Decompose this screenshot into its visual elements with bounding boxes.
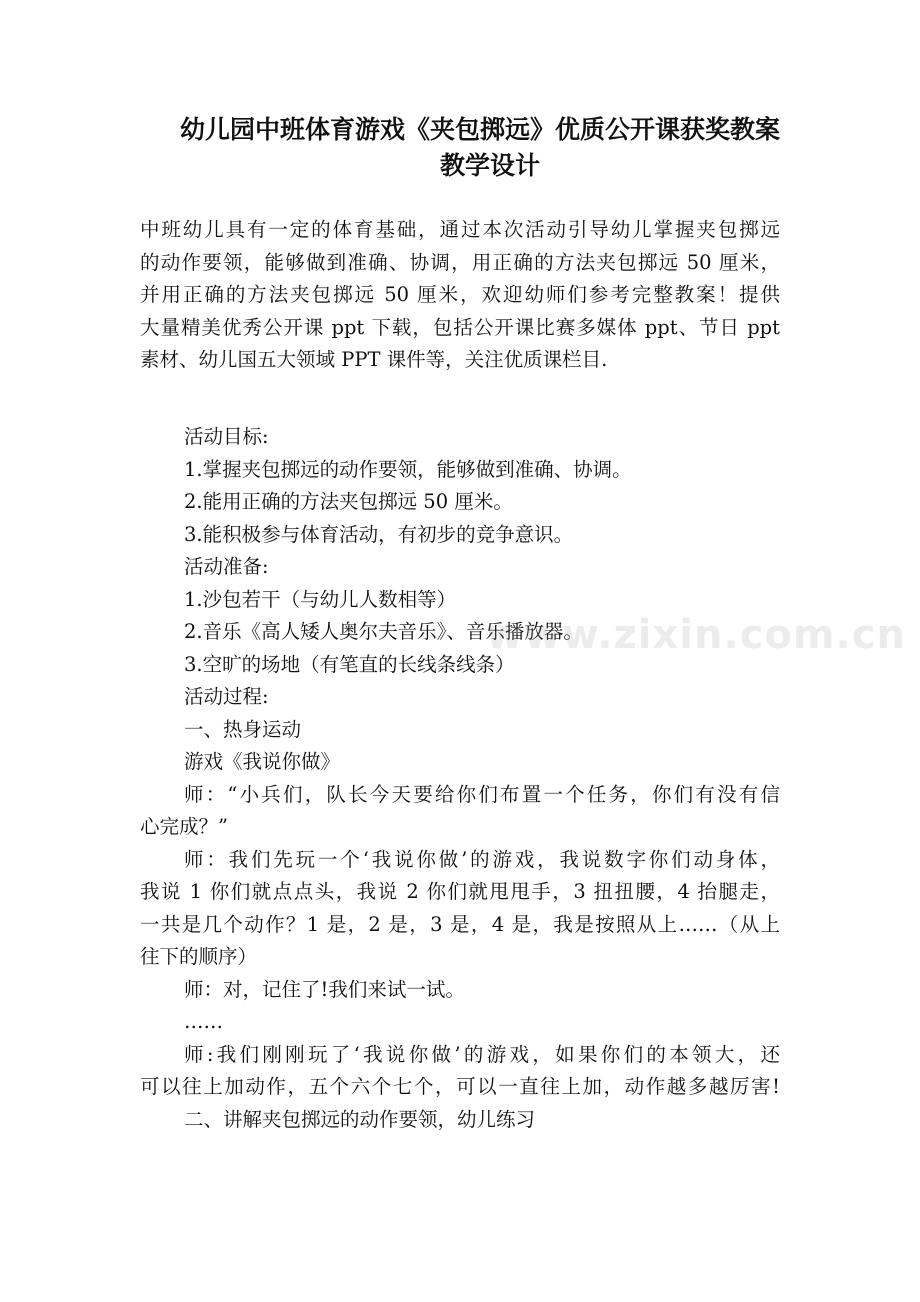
dialogue-line: 心完成？” xyxy=(140,815,228,838)
process-step-heading: 一、热身运动 xyxy=(184,717,302,741)
intro-line: 并用正确的方法夹包掷远 50 厘米，欢迎幼师们参考完整教案！提供 xyxy=(140,283,780,306)
intro-line: 素材、幼儿国五大领域 PPT 课件等，关注优质课栏目. xyxy=(140,348,608,371)
section-heading-objectives: 活动目标: xyxy=(184,425,269,448)
lesson-body xyxy=(140,421,780,1136)
dialogue-line: 师：对，记住了!我们来试一试。 xyxy=(184,977,465,1001)
dialogue-line: 往下的顺序） xyxy=(140,945,258,968)
ellipsis-line: …… xyxy=(184,1010,223,1033)
preparation-item: 1.沙包若干（与幼儿人数相等） xyxy=(184,587,457,611)
intro-line: 大量精美优秀公开课 ppt 下载，包括公开课比赛多媒体 ppt、节日 ppt xyxy=(140,315,780,339)
intro-line: 中班幼儿具有一定的体育基础，通过本次活动引导幼儿掌握夹包掷远 xyxy=(140,218,780,241)
dialogue-line: 师:我们刚刚玩了‘我说你做’的游戏，如果你们的本领大，还 xyxy=(184,1042,780,1066)
preparation-item: 3.空旷的场地（有笔直的长线条线条） xyxy=(184,652,515,676)
section-heading-process: 活动过程: xyxy=(184,685,269,708)
dialogue-line: 可以往上加动作，五个六个七个，可以一直往上加，动作越多越厉害! xyxy=(140,1075,780,1098)
document-title-line-1: 幼儿园中班体育游戏《夹包掷远》优质公开课获奖教案 xyxy=(179,115,780,144)
dialogue-line: 师：我们先玩一个‘我说你做’的游戏，我说数字你们动身体， xyxy=(184,847,780,871)
intro-paragraph xyxy=(140,214,780,377)
document-title-line-2: 教学设计 xyxy=(439,151,540,180)
objective-item: 1.掌握夹包掷远的动作要领，能够做到准确、协调。 xyxy=(184,457,632,481)
preparation-item: 2.音乐《高人矮人奥尔夫音乐》、音乐播放器。 xyxy=(184,620,583,643)
dialogue-line: 师：“小兵们，队长今天要给你们布置一个任务，你们有没有信 xyxy=(184,782,780,806)
intro-line: 的动作要领，能够做到准确、协调，用正确的方法夹包掷远 50 厘米， xyxy=(140,250,780,274)
game-title: 游戏《我说你做》 xyxy=(184,750,341,773)
objective-item: 2.能用正确的方法夹包掷远 50 厘米。 xyxy=(184,490,513,513)
dialogue-line: 我说 1 你们就点点头，我说 2 你们就甩甩手，3 扭扭腰，4 抬腿走， xyxy=(140,880,780,903)
watermark: www.zixin.com.cn xyxy=(486,612,906,658)
objective-item: 3.能积极参与体育活动，有初步的竞争意识。 xyxy=(184,522,574,546)
section-heading-preparation: 活动准备: xyxy=(184,555,269,578)
process-step-heading: 二、讲解夹包掷远的动作要领，幼儿练习 xyxy=(184,1107,536,1131)
dialogue-line: 一共是几个动作？1 是，2 是，3 是，4 是，我是按照从上……（从上 xyxy=(140,912,780,936)
